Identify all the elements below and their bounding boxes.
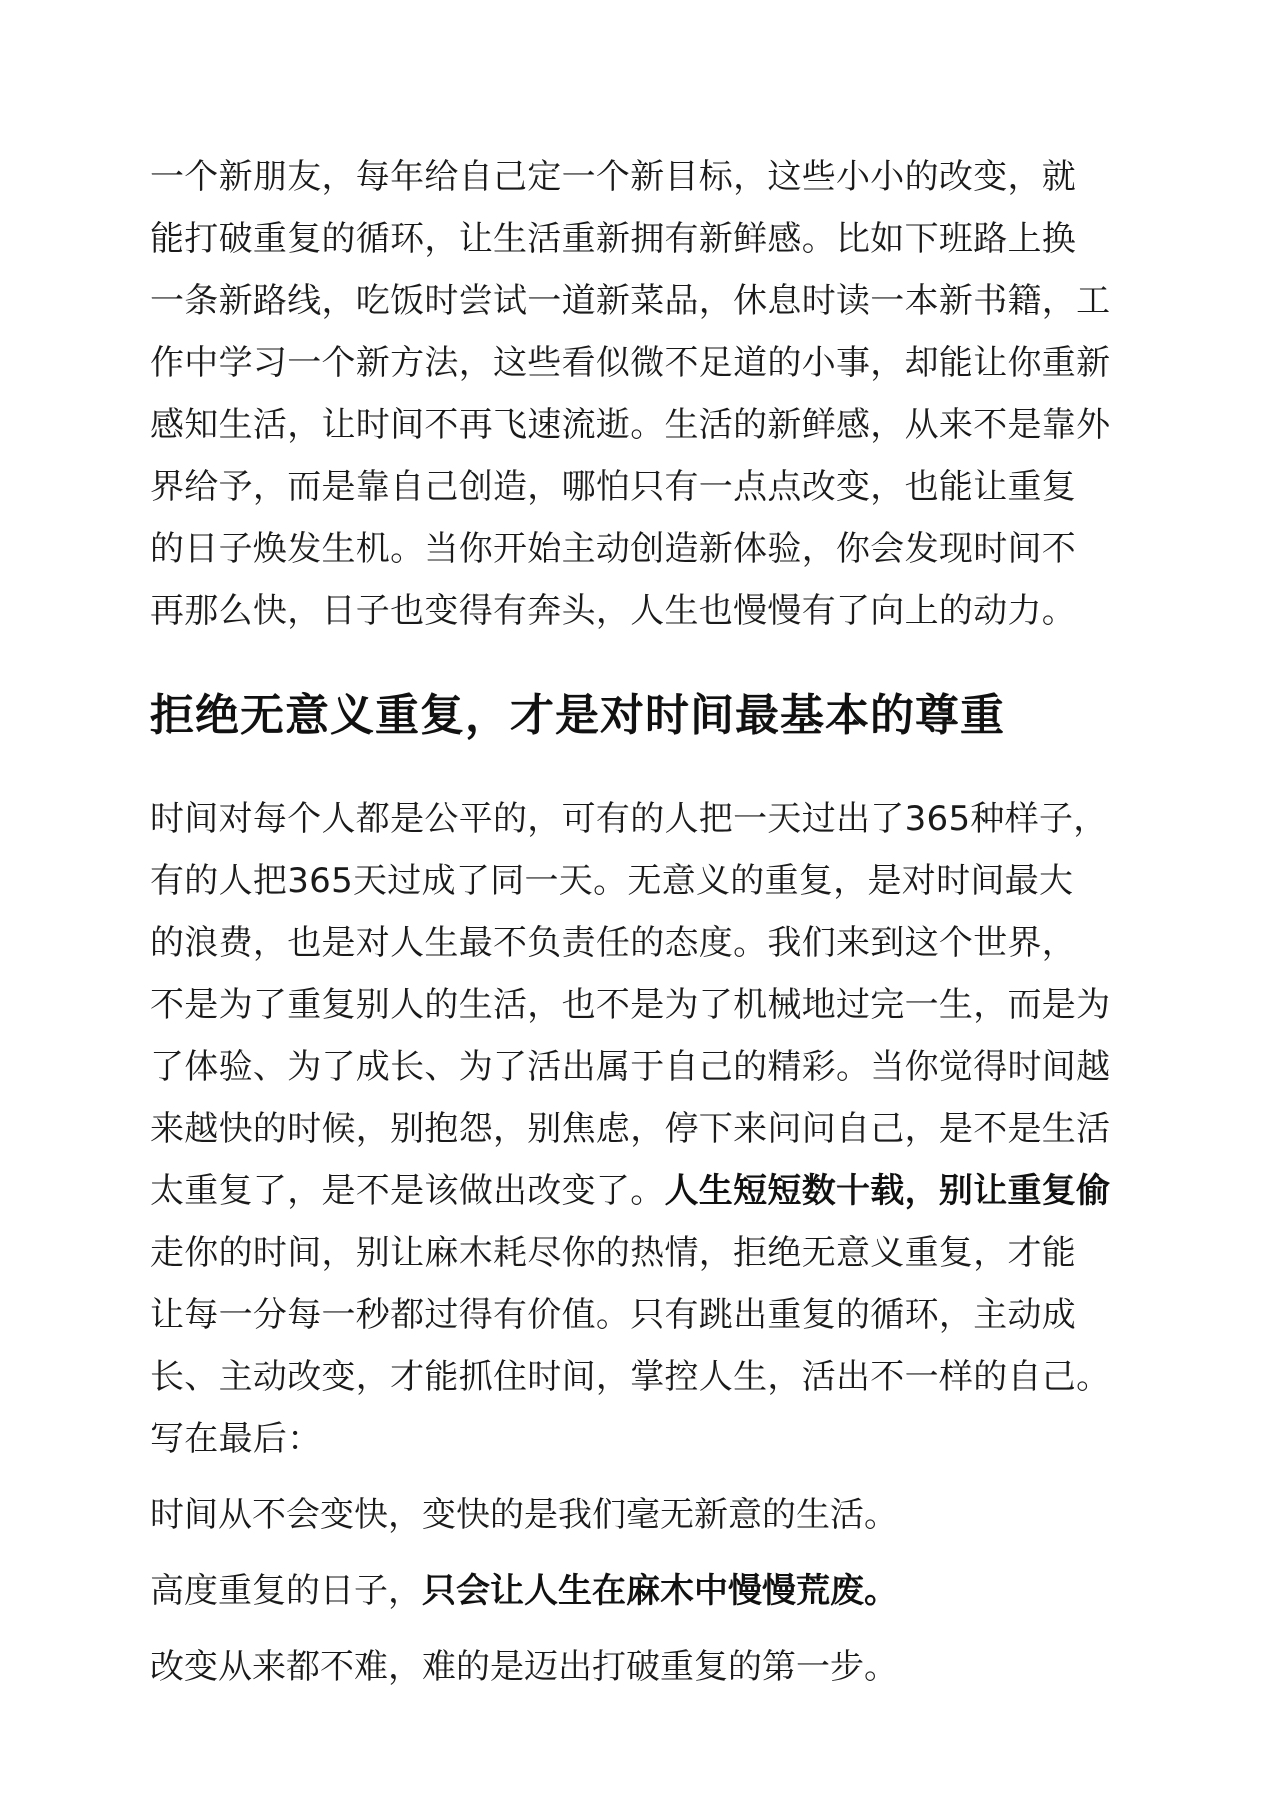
closing-line-3: 改变从来都不难，难的是迈出打破重复的第一步。 [150,1647,898,1687]
paragraph-line: 长、主动改变，才能抓住时间，掌控人生，活出不一样的自己。 [150,1357,1111,1397]
paragraph-line: 的浪费，也是对人生最不负责任的态度。我们来到这个世界， [150,923,1077,963]
plain-text: 太重复了，是不是该做出改变了。 [150,1171,665,1211]
paragraph-line: 有的人把365天过成了同一天。无意义的重复，是对时间最大 [150,861,1074,901]
document-page [150,146,1110,1698]
paragraph-line: 一个新朋友，每年给自己定一个新目标，这些小小的改变，就 [150,157,1077,197]
paragraph-line: 了体验、为了成长、为了活出属于自己的精彩。当你觉得时间越 [150,1047,1111,1087]
paragraph-1 [150,146,1110,642]
paragraph-line-mixed [150,1160,1110,1222]
paragraph-line: 来越快的时候，别抱怨，别焦虑，停下来问问自己，是不是生活 [150,1109,1111,1149]
bold-emphasis: 人生短短数十载，别让重复偷 [664,1171,1111,1211]
closing-label: 写在最后： [150,1419,322,1459]
bold-emphasis: 只会让人生在麻木中慢慢荒废。 [422,1571,898,1611]
closing-line-1: 时间从不会变快，变快的是我们毫无新意的生活。 [150,1495,898,1535]
section-heading: 拒绝无意义重复，才是对时间最基本的尊重 [150,690,1005,741]
paragraph-line: 一条新路线，吃饭时尝试一道新菜品，休息时读一本新书籍，工 [150,281,1111,321]
paragraph-line: 作中学习一个新方法，这些看似微不足道的小事，却能让你重新 [150,343,1111,383]
paragraph-2 [150,788,1110,1470]
paragraph-line: 界给予，而是靠自己创造，哪怕只有一点点改变，也能让重复 [150,467,1077,507]
paragraph-line: 走你的时间，别让麻木耗尽你的热情，拒绝无意义重复，才能 [150,1233,1077,1273]
paragraph-line: 时间对每个人都是公平的，可有的人把一天过出了365种样子， [150,799,1108,839]
paragraph-line: 再那么快，日子也变得有奔头，人生也慢慢有了向上的动力。 [150,591,1077,631]
paragraph-line: 的日子焕发生机。当你开始主动创造新体验，你会发现时间不 [150,529,1077,569]
paragraph-line: 让每一分每一秒都过得有价值。只有跳出重复的循环，主动成 [150,1295,1077,1335]
plain-text: 高度重复的日子， [150,1571,422,1611]
paragraph-line: 感知生活，让时间不再飞速流逝。生活的新鲜感，从来不是靠外 [150,405,1111,445]
paragraph-line: 能打破重复的循环，让生活重新拥有新鲜感。比如下班路上换 [150,219,1077,259]
closing-line-2 [150,1560,1110,1622]
paragraph-line: 不是为了重复别人的生活，也不是为了机械地过完一生，而是为 [150,985,1111,1025]
